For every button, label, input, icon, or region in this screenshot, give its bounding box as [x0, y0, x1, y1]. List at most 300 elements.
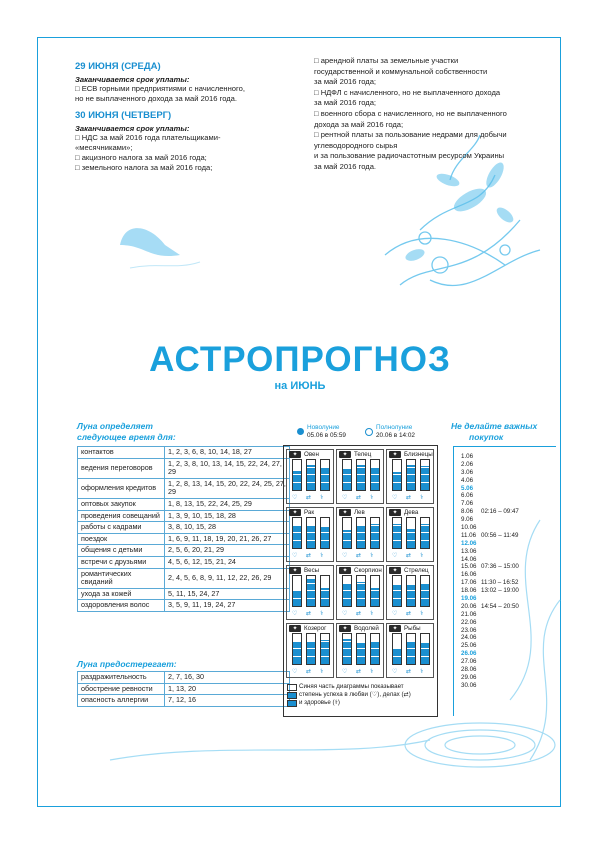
date-item: 6.06 [461, 492, 474, 500]
zodiac-bar [420, 575, 430, 607]
zodiac-bar [320, 459, 330, 491]
zodiac-bar-divider [343, 482, 351, 483]
date-item: 1.06 [461, 453, 474, 460]
page-subtitle: на ИЮНЬ [274, 380, 326, 392]
zodiac-bar-divider [307, 467, 315, 468]
zodiac-bar [320, 517, 330, 549]
zodiac-bar [342, 633, 352, 665]
zodiac-cell [386, 623, 434, 678]
zodiac-bar-divider [307, 598, 315, 599]
zodiac-bar-divider [293, 474, 301, 475]
zodiac-symbol-icon: ✦ [289, 567, 301, 574]
zodiac-bar-divider [343, 532, 351, 533]
zodiac-name: Скорпион [354, 567, 382, 574]
zodiac-bar-divider [393, 540, 401, 541]
zodiac-bar-divider [371, 598, 379, 599]
zodiac-bar-divider [407, 474, 415, 475]
table-key: проведения совещаний [78, 510, 165, 522]
health-icon: ⚕ [370, 610, 374, 617]
table-value: 2, 4, 5, 6, 8, 9, 11, 12, 22, 26, 29 [165, 568, 290, 588]
table-key: работы с кадрами [78, 522, 165, 534]
zodiac-bar [342, 517, 352, 549]
table-row [78, 498, 290, 510]
zodiac-cell [336, 565, 384, 620]
zodiac-bar-divider [407, 641, 415, 642]
date-item: 17.06 [461, 579, 477, 587]
time-item [481, 658, 519, 666]
love-icon: ♡ [342, 552, 348, 559]
zodiac-cell [286, 507, 334, 562]
date-item: 9.06 [461, 516, 474, 524]
zodiac-bar [420, 459, 430, 491]
zodiac-name: Лев [354, 509, 365, 516]
table-key: обострение ревности [78, 683, 165, 695]
time-item [481, 611, 519, 619]
zodiac-bar-divider [421, 482, 429, 483]
zodiac-bar [356, 517, 366, 549]
zodiac-bar-fill [321, 468, 329, 491]
zodiac-bar-divider [321, 598, 329, 599]
table-value: 3, 5, 9, 11, 19, 24, 27 [165, 600, 290, 612]
zodiac-bar [420, 633, 430, 665]
zodiac-bar-divider [371, 482, 379, 483]
zodiac-bar-divider [307, 532, 315, 533]
zodiac-symbol-icon: ✦ [339, 509, 351, 516]
date-item: 15.06 [461, 563, 477, 571]
zodiac-bar-divider [371, 467, 379, 468]
zodiac-bar-divider [293, 482, 301, 483]
time-item [481, 571, 519, 579]
zodiac-bar-fill [307, 465, 315, 491]
deadline-line: □ акцизного налога за май 2016 года; [75, 153, 207, 162]
table-row [78, 672, 290, 684]
zodiac-bar-divider [371, 525, 379, 526]
business-icon: ⇄ [356, 610, 362, 617]
deadline-line: □ НДФЛ с начисленного, но не выплаченного дохода [314, 87, 501, 97]
zodiac-symbol-icon: ✦ [289, 509, 301, 516]
deadline-line: □ военного сбора с начисленного, но не выплаченного [314, 109, 507, 118]
zodiac-bar-divider [393, 532, 401, 533]
deadline-line: □ арендной платы за земельные участки [314, 56, 459, 65]
zodiac-bar-divider [357, 590, 365, 591]
zodiac-name: Овен [304, 451, 319, 458]
zodiac-bar [356, 575, 366, 607]
zodiac-bar-fill [421, 524, 429, 548]
zodiac-bar [370, 517, 380, 549]
love-icon: ♡ [392, 552, 398, 559]
health-icon: ⚕ [370, 552, 374, 559]
legend-text: Синяя часть диаграммы показывает [299, 683, 404, 690]
zodiac-bar-fill [421, 584, 429, 607]
divider [453, 446, 454, 716]
zodiac-symbol-icon: ✦ [389, 625, 401, 632]
legend-text: и здоровье (⚕) [299, 699, 340, 706]
date-item: 5.06 [461, 484, 474, 492]
zodiac-bar-divider [293, 583, 301, 584]
table-value: 5, 11, 15, 24, 27 [165, 588, 290, 600]
table-key: оздоровления волос [78, 600, 165, 612]
deadline-line: □ рентной платы за пользование недрами для добычи [314, 130, 507, 140]
zodiac-bar-fill [407, 465, 415, 491]
zodiac-bar-divider [407, 482, 415, 483]
deadline-date-29: 29 ИЮНЯ (СРЕДА) [75, 61, 161, 72]
zodiac-bar-fill [357, 526, 365, 549]
zodiac-bar [356, 459, 366, 491]
full-moon-label: Полнолуние [376, 424, 413, 431]
zodiac-bar [306, 633, 316, 665]
zodiac-cell [336, 623, 384, 678]
table-key: общения с детьми [78, 545, 165, 557]
zodiac-bar-divider [421, 525, 429, 526]
zodiac-bar-divider [393, 656, 401, 657]
zodiac-bar-divider [307, 482, 315, 483]
zodiac-name: Стрелец [404, 567, 429, 574]
table-key: контактов [78, 447, 165, 459]
table-value: 1, 8, 13, 15, 22, 24, 25, 29 [165, 498, 290, 510]
zodiac-bar-divider [421, 532, 429, 533]
no-purchases-times [481, 453, 519, 690]
zodiac-bar [306, 517, 316, 549]
love-icon: ♡ [392, 668, 398, 675]
business-icon: ⇄ [306, 668, 312, 675]
zodiac-name: Телец [354, 451, 372, 458]
zodiac-bar [292, 459, 302, 491]
zodiac-bar [306, 575, 316, 607]
zodiac-bar-divider [307, 583, 315, 584]
zodiac-bar-divider [357, 656, 365, 657]
zodiac-bar-divider [371, 656, 379, 657]
date-item: 29.06 [461, 673, 477, 681]
date-item: 22.06 [461, 618, 477, 626]
zodiac-bar-divider [293, 532, 301, 533]
zodiac-name: Козерог [304, 625, 327, 632]
time-item [481, 461, 519, 469]
zodiac-bar-fill [307, 526, 315, 549]
zodiac-bar-divider [357, 540, 365, 541]
table-row [78, 478, 290, 498]
deadline-line: за май 2016 года; [314, 77, 377, 87]
zodiac-bar-divider [357, 648, 365, 649]
business-icon: ⇄ [406, 494, 412, 501]
zodiac-bar-divider [307, 525, 315, 526]
zodiac-cell [386, 507, 434, 562]
zodiac-bar-fill [407, 642, 415, 665]
time-item [481, 634, 519, 642]
health-icon: ⚕ [370, 668, 374, 675]
zodiac-bar-divider [343, 641, 351, 642]
zodiac-bar-divider [371, 590, 379, 591]
zodiac-bar-fill [393, 524, 401, 548]
zodiac-bar [342, 459, 352, 491]
full-moon-value: 20.06 в 14:02 [376, 432, 415, 439]
zodiac-bar-divider [393, 583, 401, 584]
new-moon-label: Новолуние [307, 424, 340, 431]
zodiac-bar-fill [407, 585, 415, 606]
time-item: 02:16 – 09:47 [481, 508, 519, 516]
zodiac-bar-divider [393, 467, 401, 468]
deadline-subtitle-30: Заканчивается срок уплаты: [75, 124, 190, 133]
zodiac-bar-divider [293, 648, 301, 649]
business-icon: ⇄ [406, 610, 412, 617]
table-value: 1, 2, 3, 6, 8, 10, 14, 18, 27 [165, 447, 290, 459]
date-item: 2.06 [461, 460, 474, 468]
zodiac-bar-fill [421, 643, 429, 664]
zodiac-bar-divider [293, 641, 301, 642]
time-item [481, 642, 519, 650]
zodiac-bar-fill [307, 642, 315, 665]
table-row [78, 588, 290, 600]
zodiac-bar-fill [357, 582, 365, 606]
zodiac-bar-divider [307, 590, 315, 591]
zodiac-name: Рак [304, 509, 315, 516]
love-icon: ♡ [292, 494, 298, 501]
love-icon: ♡ [392, 494, 398, 501]
zodiac-symbol-icon: ✦ [339, 625, 351, 632]
time-item [481, 516, 519, 524]
zodiac-bar [392, 459, 402, 491]
zodiac-bar-divider [393, 482, 401, 483]
zodiac-bar-divider [293, 590, 301, 591]
zodiac-bar [306, 459, 316, 491]
full-moon-icon [365, 428, 373, 436]
table-value: 2, 5, 6, 20, 21, 29 [165, 545, 290, 557]
deadline-line: за май 2016 года. [314, 162, 377, 171]
date-item: 20.06 [461, 602, 477, 610]
deadline-line: и за пользование радиочастотным ресурсом Украины [314, 151, 505, 161]
table-row [78, 447, 290, 459]
zodiac-bar-divider [343, 648, 351, 649]
zodiac-bar-divider [421, 648, 429, 649]
zodiac-symbol-icon: ✦ [389, 509, 401, 516]
zodiac-bar-fill [357, 643, 365, 664]
date-item: 7.06 [461, 500, 474, 508]
zodiac-bar [406, 575, 416, 607]
date-item: 26.06 [461, 650, 477, 658]
legend-swatch-white [287, 684, 297, 691]
date-item: 8.06 [461, 508, 474, 516]
love-icon: ♡ [292, 668, 298, 675]
zodiac-bar-divider [393, 525, 401, 526]
table-key: поездок [78, 533, 165, 545]
zodiac-bar [406, 633, 416, 665]
moon-warns-heading: Луна предостерегает: [77, 659, 177, 669]
no-purchases-heading: покупок [469, 432, 504, 442]
love-icon: ♡ [392, 610, 398, 617]
zodiac-bar-divider [321, 648, 329, 649]
zodiac-bar-divider [421, 583, 429, 584]
business-icon: ⇄ [356, 552, 362, 559]
zodiac-bar-divider [343, 525, 351, 526]
love-icon: ♡ [292, 552, 298, 559]
zodiac-name: Водолей [354, 625, 379, 632]
zodiac-bar-divider [357, 532, 365, 533]
zodiac-bar-divider [407, 525, 415, 526]
table-row [78, 683, 290, 695]
zodiac-bar-divider [293, 525, 301, 526]
zodiac-symbol-icon: ✦ [289, 625, 301, 632]
time-item [481, 627, 519, 635]
table-row [78, 533, 290, 545]
deadline-subtitle-29: Заканчивается срок уплаты: [75, 75, 190, 84]
zodiac-bar-divider [407, 540, 415, 541]
zodiac-symbol-icon: ✦ [289, 451, 301, 458]
zodiac-bar-divider [321, 540, 329, 541]
zodiac-bar [420, 517, 430, 549]
zodiac-symbol-icon: ✦ [339, 451, 351, 458]
zodiac-bar-divider [407, 583, 415, 584]
zodiac-bar-fill [371, 642, 379, 665]
zodiac-bar [392, 575, 402, 607]
time-item: 13:02 – 19:00 [481, 587, 519, 595]
zodiac-bar [392, 633, 402, 665]
table-key: оформления кредитов [78, 478, 165, 498]
zodiac-bar-divider [371, 641, 379, 642]
time-item [481, 540, 519, 548]
legend-swatch-blue [287, 692, 297, 699]
business-icon: ⇄ [306, 494, 312, 501]
zodiac-bar-divider [321, 590, 329, 591]
zodiac-cell [386, 449, 434, 504]
date-item: 28.06 [461, 666, 477, 674]
zodiac-chart [283, 445, 438, 717]
deadline-line: но не выплаченного дохода за май 2016 года. [75, 94, 238, 103]
table-row [78, 568, 290, 588]
time-item [481, 682, 519, 690]
zodiac-bar-divider [343, 583, 351, 584]
deadline-line: углеводородного сырья [314, 140, 398, 150]
table-key: опасность аллергии [78, 695, 165, 707]
zodiac-bar-divider [307, 656, 315, 657]
zodiac-bar-divider [371, 540, 379, 541]
business-icon: ⇄ [306, 552, 312, 559]
zodiac-bar-divider [357, 598, 365, 599]
deadline-line: □ НДС за май 2016 года плательщиками- [75, 133, 221, 142]
moon-warns-table [77, 671, 290, 707]
zodiac-bar-divider [407, 598, 415, 599]
zodiac-bar-divider [343, 598, 351, 599]
table-value: 1, 2, 8, 13, 14, 15, 20, 22, 24, 25, 27, 29 [165, 478, 290, 498]
zodiac-bar-divider [407, 532, 415, 533]
table-row [78, 556, 290, 568]
date-item: 19.06 [461, 595, 477, 603]
business-icon: ⇄ [356, 668, 362, 675]
zodiac-bar-divider [343, 656, 351, 657]
health-icon: ⚕ [420, 668, 424, 675]
business-icon: ⇄ [406, 668, 412, 675]
zodiac-bar-divider [307, 474, 315, 475]
page-title: АСТРОПРОГНОЗ [149, 340, 451, 379]
zodiac-bar-divider [357, 474, 365, 475]
zodiac-bar [320, 575, 330, 607]
zodiac-bar-divider [321, 482, 329, 483]
zodiac-name: Весы [304, 567, 320, 574]
time-item: 14:54 – 20:50 [481, 602, 519, 610]
health-icon: ⚕ [320, 610, 324, 617]
date-item: 30.06 [461, 681, 477, 689]
zodiac-bar-divider [421, 474, 429, 475]
zodiac-cell [386, 565, 434, 620]
zodiac-bar-fill [343, 639, 351, 665]
zodiac-cell [286, 449, 334, 504]
zodiac-bar-divider [407, 648, 415, 649]
zodiac-bar-divider [357, 482, 365, 483]
date-item: 3.06 [461, 468, 474, 476]
zodiac-bar [370, 459, 380, 491]
zodiac-bar-divider [393, 648, 401, 649]
date-item: 14.06 [461, 555, 477, 563]
zodiac-bar-divider [357, 641, 365, 642]
table-value: 1, 13, 20 [165, 683, 290, 695]
health-icon: ⚕ [320, 494, 324, 501]
moon-defines-table [77, 446, 290, 612]
table-value: 4, 5, 6, 12, 15, 21, 24 [165, 556, 290, 568]
zodiac-bar [292, 575, 302, 607]
time-item: 07:36 – 15:00 [481, 563, 519, 571]
zodiac-bar [406, 517, 416, 549]
zodiac-bar [292, 633, 302, 665]
zodiac-bar-divider [393, 474, 401, 475]
health-icon: ⚕ [420, 610, 424, 617]
new-moon-value: 05.06 в 05:59 [307, 432, 346, 439]
zodiac-bar-divider [371, 583, 379, 584]
zodiac-bar-divider [321, 532, 329, 533]
time-item [481, 548, 519, 556]
table-key: оптовых закупок [78, 498, 165, 510]
time-item [481, 666, 519, 674]
deadline-line: □ земельного налога за май 2016 года; [75, 163, 213, 172]
zodiac-bar-fill [343, 584, 351, 607]
time-item [481, 453, 519, 461]
time-item [481, 674, 519, 682]
table-value: 7, 12, 16 [165, 695, 290, 707]
divider [453, 446, 556, 447]
time-item [481, 500, 519, 508]
table-key: романтических свиданий [78, 568, 165, 588]
zodiac-bar-divider [321, 583, 329, 584]
date-item: 27.06 [461, 658, 477, 666]
date-item: 25.06 [461, 642, 477, 650]
table-key: ухода за кожей [78, 588, 165, 600]
health-icon: ⚕ [370, 494, 374, 501]
zodiac-bar-divider [307, 641, 315, 642]
time-item [481, 485, 519, 493]
zodiac-bar-divider [371, 648, 379, 649]
zodiac-bar-divider [407, 467, 415, 468]
zodiac-bar-divider [421, 590, 429, 591]
zodiac-symbol-icon: ✦ [389, 567, 401, 574]
zodiac-bar-divider [321, 525, 329, 526]
zodiac-bar-divider [293, 598, 301, 599]
zodiac-bar-fill [371, 468, 379, 491]
deadline-line: дохода за май 2016 года; [314, 119, 404, 129]
legend-text: степень успеха в любви (♡), делах (⇄) [299, 691, 411, 698]
table-key: ведения переговоров [78, 458, 165, 478]
zodiac-bar-fill [293, 642, 301, 665]
zodiac-bar-divider [421, 641, 429, 642]
time-item [481, 556, 519, 564]
table-row [78, 458, 290, 478]
time-item: 11:30 – 16:52 [481, 579, 519, 587]
date-item: 10.06 [461, 524, 477, 532]
table-row [78, 510, 290, 522]
deadline-date-30: 30 ИЮНЯ (ЧЕТВЕРГ) [75, 110, 172, 121]
zodiac-bar-divider [393, 641, 401, 642]
zodiac-bar-divider [343, 474, 351, 475]
date-item: 11.06 [461, 531, 477, 539]
zodiac-bar-divider [293, 540, 301, 541]
zodiac-bar-divider [307, 648, 315, 649]
time-item [481, 477, 519, 485]
